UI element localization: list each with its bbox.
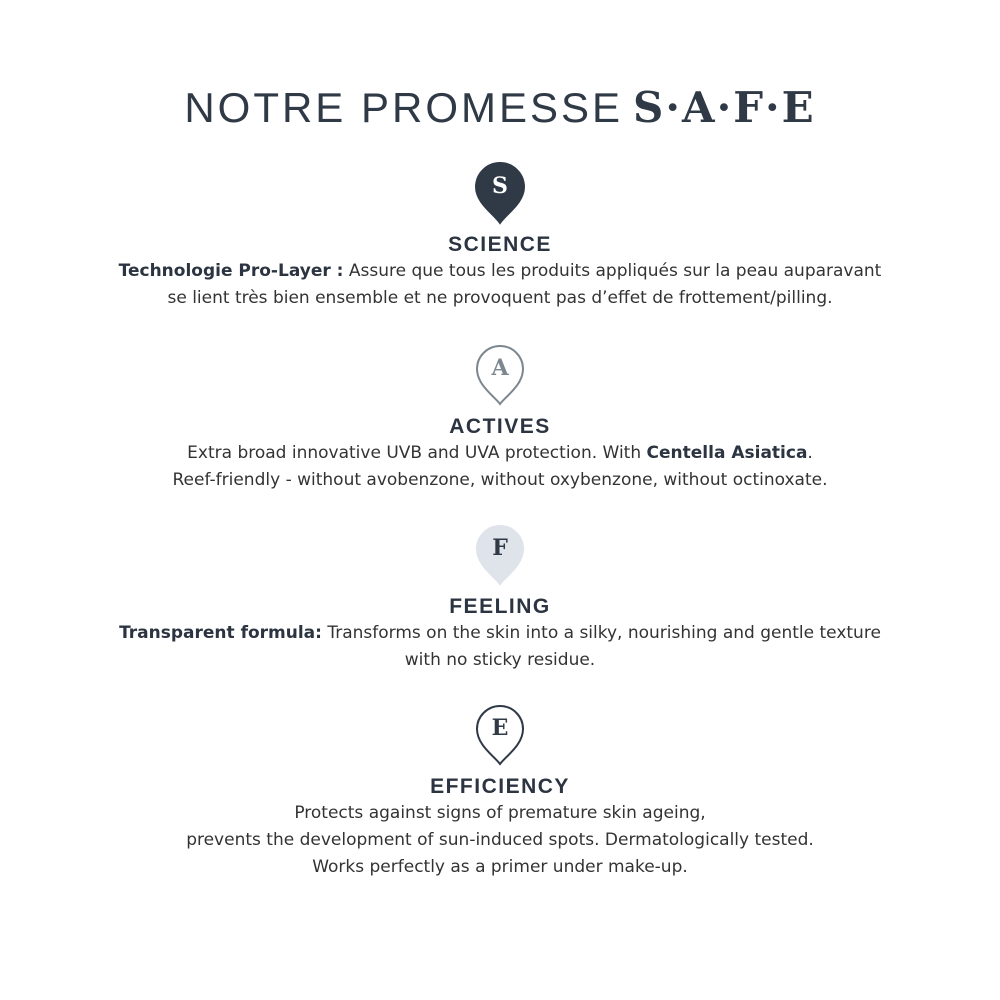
pin-letter: S xyxy=(492,173,508,199)
bold-lead: Transparent formula: xyxy=(119,623,322,643)
pin-letter: A xyxy=(491,355,509,381)
page-title xyxy=(0,84,1000,132)
section-body xyxy=(0,258,1000,312)
location-pin-icon xyxy=(473,160,527,226)
section-heading: SCIENCE xyxy=(448,233,552,256)
section-feeling xyxy=(0,522,1000,674)
line-end: . xyxy=(807,443,813,463)
line-text: Transforms on the skin into a silky, nourishing and gentle texture xyxy=(321,623,881,643)
body-line xyxy=(0,620,1000,647)
location-pin-icon xyxy=(473,522,527,588)
location-pin-icon xyxy=(473,702,527,768)
section-body xyxy=(0,800,1000,881)
bold-lead: Technologie Pro-Layer : xyxy=(118,261,344,281)
body-line: prevents the development of sun-induced spots. Dermatologically tested. xyxy=(186,830,814,850)
section-heading: FEELING xyxy=(449,595,551,618)
body-line: Reef-friendly - without avobenzone, without oxybenzone, without octinoxate. xyxy=(172,470,828,490)
pin-letter: F xyxy=(492,535,508,561)
body-line: with no sticky residue. xyxy=(404,650,596,670)
body-line: Works perfectly as a primer under make-up. xyxy=(312,857,688,877)
section-actives xyxy=(0,342,1000,494)
pin-letter: E xyxy=(491,715,509,741)
bold-term: Centella Asiatica xyxy=(646,443,808,463)
section-body xyxy=(0,620,1000,674)
line-text: Extra broad innovative UVB and UVA protection. With xyxy=(187,443,647,463)
body-line: Protects against signs of premature skin ageing, xyxy=(294,803,706,823)
body-line xyxy=(0,258,1000,285)
body-line: se lient très bien ensemble et ne provoquent pas d’effet de frottement/pilling. xyxy=(167,288,833,308)
section-science xyxy=(0,160,1000,312)
line-text: Assure que tous les produits appliqués sur la peau auparavant xyxy=(343,261,882,281)
section-heading: EFFICIENCY xyxy=(430,775,570,798)
section-heading: ACTIVES xyxy=(449,415,551,438)
title-prefix: NOTRE PROMESSE xyxy=(184,84,624,131)
section-body xyxy=(0,440,1000,494)
body-line xyxy=(0,440,1000,467)
section-efficiency xyxy=(0,702,1000,881)
title-brand: S·A·F·E xyxy=(633,83,816,132)
location-pin-icon xyxy=(473,342,527,408)
